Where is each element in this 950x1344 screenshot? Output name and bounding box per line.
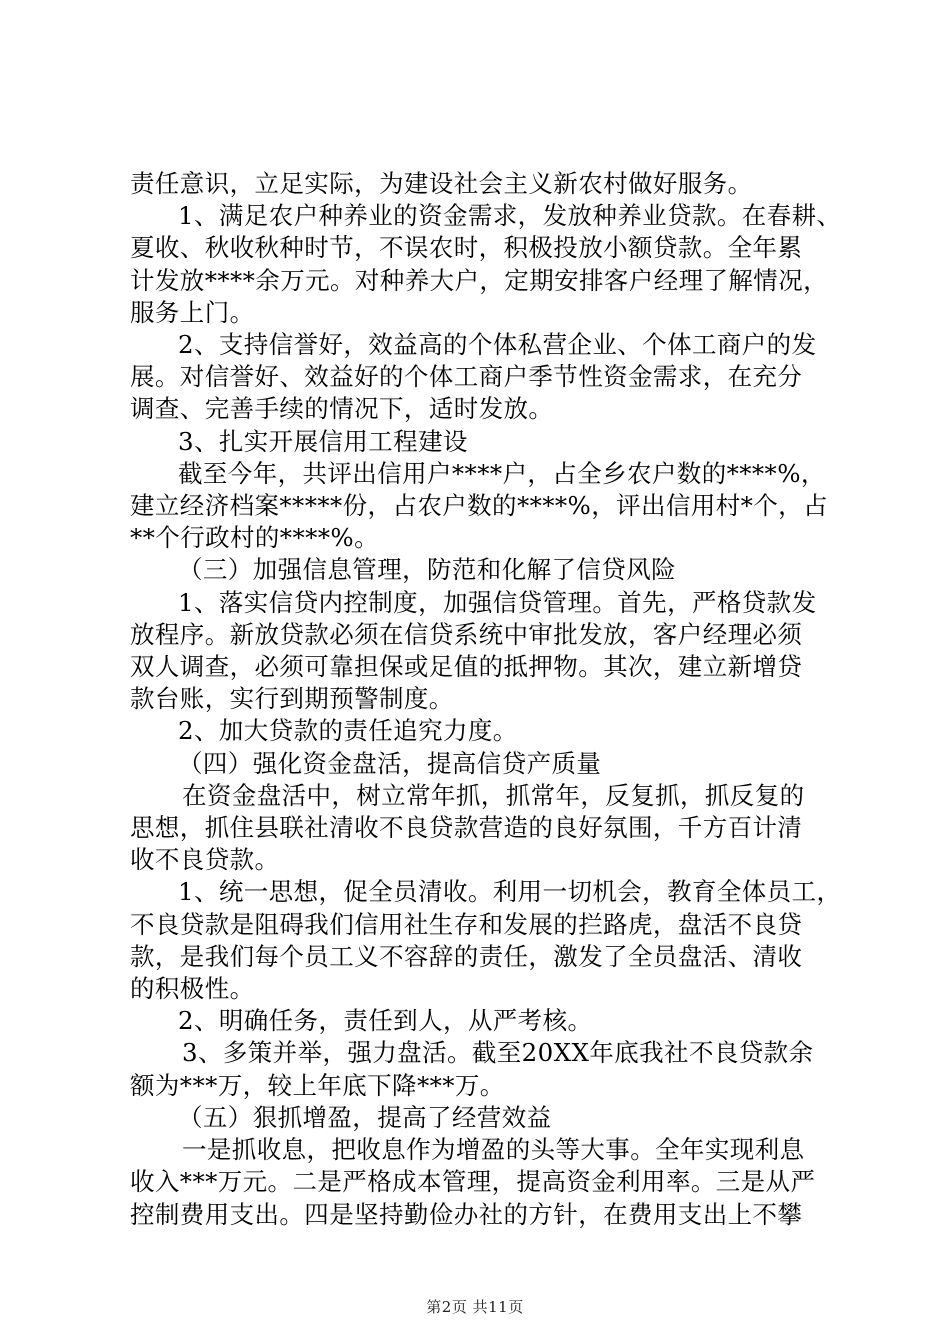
document-body bbox=[130, 168, 842, 1231]
text-line: 放程序。新放贷款必须在信贷系统中审批发放，客户经理必须 bbox=[130, 619, 803, 649]
text-line: 1、统一思想，促全员清收。利用一切机会，教育全体员工， bbox=[178, 877, 842, 907]
text-line: 在资金盘活中，树立常年抓，抓常年，反复抓，抓反复的 bbox=[182, 780, 805, 810]
page-number-footer: 第2页 共11页 bbox=[426, 1298, 524, 1316]
section-heading: （三）加强信息管理，防范和化解了信贷风险 bbox=[178, 555, 676, 585]
text-line: 截至今年，共评出信用户****户，占全乡农户数的****%， bbox=[178, 458, 826, 488]
text-line: 一是抓收息，把收息作为增盈的头等大事。全年实现利息 bbox=[182, 1135, 805, 1165]
text-line: 的积极性。 bbox=[130, 974, 255, 1004]
text-line: 额为***万，较上年底下降***万。 bbox=[130, 1070, 505, 1100]
text-line: 服务上门。 bbox=[130, 297, 255, 327]
text-line: 3、多策并举，强力盘活。截至20XX年底我社不良贷款余 bbox=[182, 1038, 814, 1068]
text-line: 收入***万元。二是严格成本管理，提高资金利用率。三是从严 bbox=[130, 1167, 816, 1197]
text-line: 展。对信誉好、效益好的个体工商户季节性资金需求，在充分 bbox=[130, 362, 803, 392]
text-line: 1、落实信贷内控制度，加强信贷管理。首先，严格贷款发 bbox=[178, 587, 817, 617]
text-line: 建立经济档案*****份，占农户数的****%，评出信用村*个，占 bbox=[130, 491, 828, 521]
text-line: 计发放****余万元。对种养大户，定期安排客户经理了解情况， bbox=[130, 265, 828, 295]
text-line: 2、加大贷款的责任追究力度。 bbox=[178, 716, 518, 746]
text-line: 2、支持信誉好，效益高的个体私营企业、个体工商户的发 bbox=[178, 330, 817, 360]
section-heading: （四）强化资金盘活，提高信贷产质量 bbox=[178, 748, 602, 778]
text-line: 夏收、秋收秋种时节，不误农时，积极投放小额贷款。全年累 bbox=[130, 233, 803, 263]
text-line: 控制费用支出。四是坚持勤俭办社的方针，在费用支出上不攀 bbox=[130, 1199, 803, 1229]
text-line: 款，是我们每个员工义不容辞的责任，激发了全员盘活、清收 bbox=[130, 941, 803, 971]
text-line: **个行政村的****%。 bbox=[130, 523, 379, 553]
text-line: 双人调查，必须可靠担保或足值的抵押物。其次，建立新增贷 bbox=[130, 652, 803, 682]
text-line: 1、满足农户种养业的资金需求，发放种养业贷款。在春耕、 bbox=[178, 201, 842, 231]
section-heading: 3、扎实开展信用工程建设 bbox=[178, 426, 468, 456]
text-line: 不良贷款是阻碍我们信用社生存和发展的拦路虎，盘活不良贷 bbox=[130, 909, 803, 939]
text-line: 收不良贷款。 bbox=[130, 845, 280, 875]
section-heading: （五）狠抓增盈，提高了经营效益 bbox=[178, 1102, 552, 1132]
text-line: 款台账，实行到期预警制度。 bbox=[130, 684, 454, 714]
text-line: 2、明确任务，责任到人，从严考核。 bbox=[178, 1006, 593, 1036]
text-line: 调查、完善手续的情况下，适时发放。 bbox=[130, 394, 554, 424]
text-line: 思想，抓住县联社清收不良贷款营造的良好氛围，千方百计清 bbox=[130, 813, 803, 843]
text-line: 责任意识，立足实际，为建设社会主义新农村做好服务。 bbox=[130, 169, 753, 198]
